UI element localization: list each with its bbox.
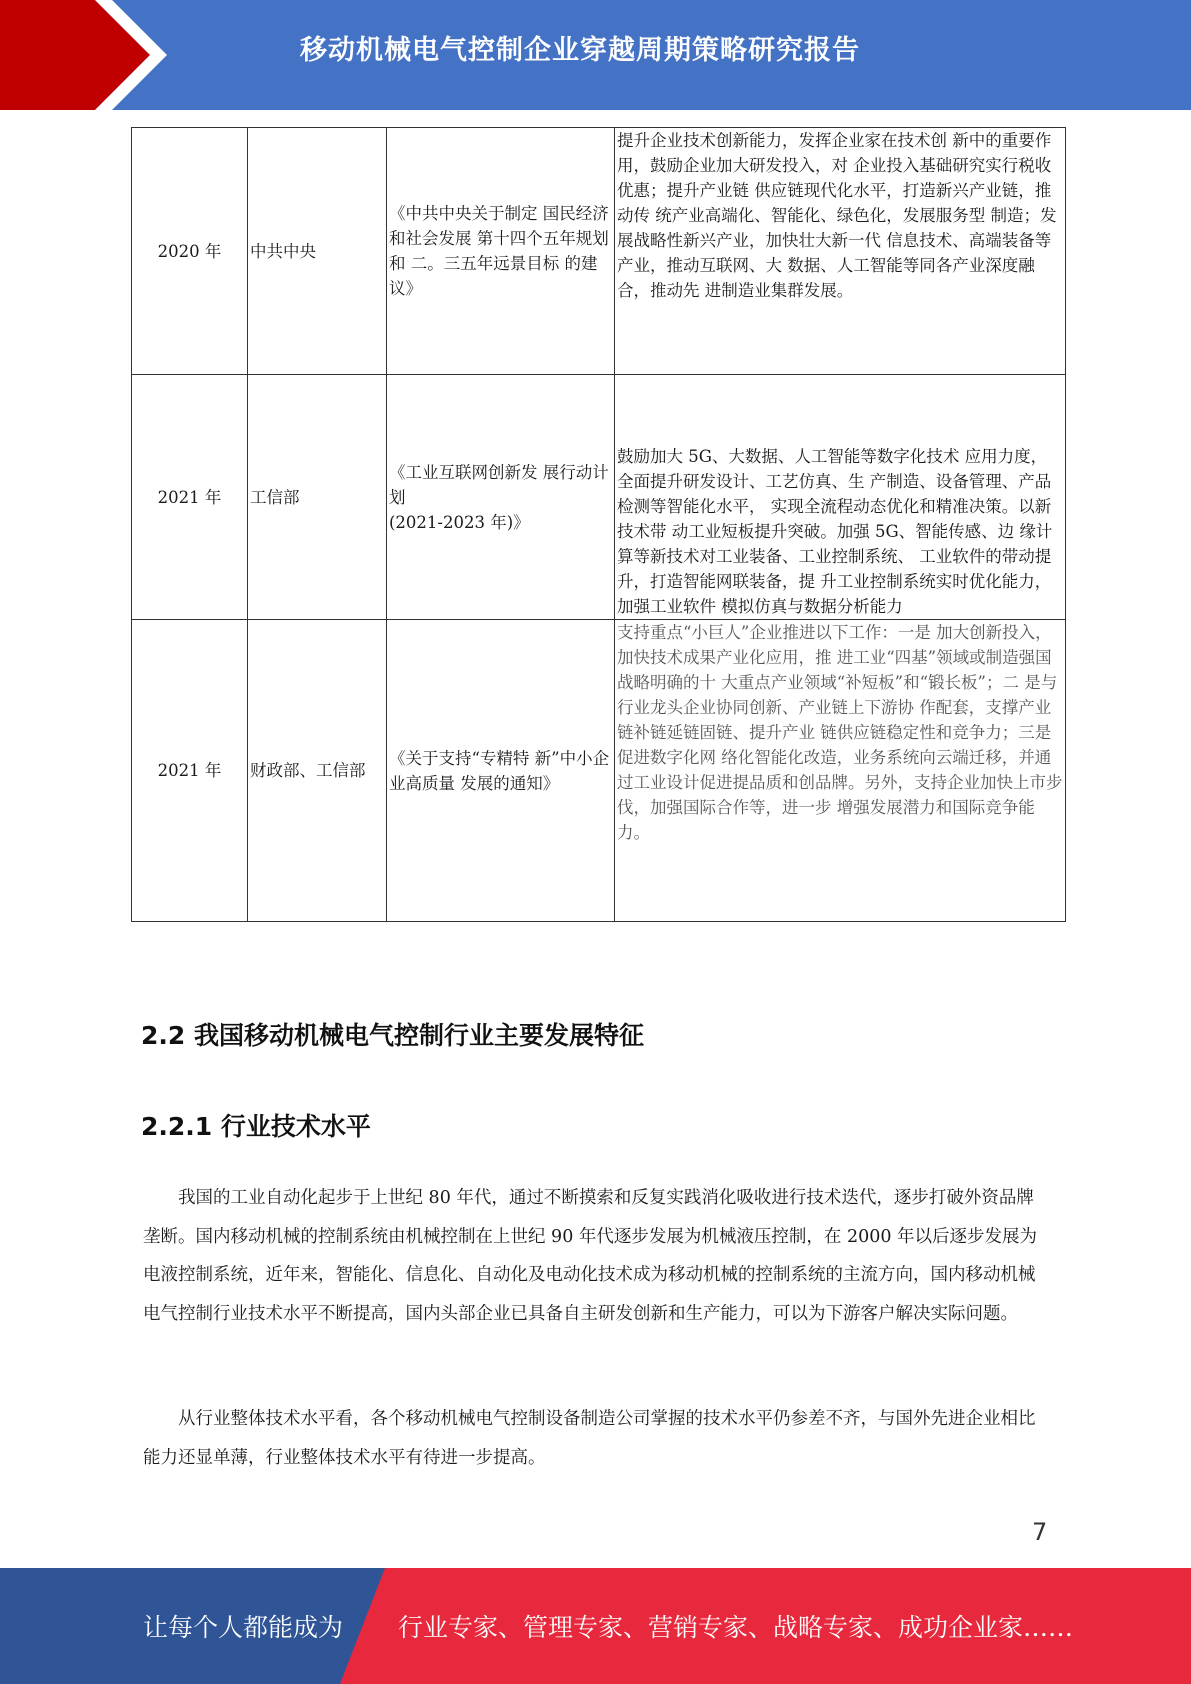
department-cell: 财政部、工信部 [248, 620, 387, 922]
policy-table [131, 127, 1066, 922]
document-line: (2021-2023 年)》 [389, 512, 530, 532]
subsection-heading: 2.2.1 行业技术水平 [141, 1112, 371, 1141]
department-cell: 中共中央 [248, 128, 387, 375]
department-cell: 工信部 [248, 375, 387, 620]
footer-slogan-left: 让每个人都能成为 [143, 1613, 344, 1642]
year-cell: 2021 年 [132, 620, 248, 922]
table-row [132, 375, 1066, 620]
document-line: 《工业互联网创新发 展行动计划 [389, 462, 609, 507]
table-row [132, 620, 1066, 922]
page-footer [0, 1568, 1191, 1684]
footer-slogan-right: 行业专家、管理专家、营销专家、战略专家、成功企业家…… [398, 1613, 1074, 1642]
content-cell: 鼓励加大 5G、大数据、人工智能等数字化技术 应用力度，全面提升研发设计、工艺仿真、生 产制造、设备管理、产品检测等智能化水平， 实现全流程动态优化和精准决策。以新技术带 动工业短板提升突破。加强 5G、智能传感、边 缘计算等新技术对工业装备、工业控制系统、 工业软件的带动提升，打造智能网联装备，提 升工业控制系统实时优化能力，加强工业软件 模拟仿真与数据分析能力 [615, 375, 1066, 620]
document-cell [387, 375, 615, 620]
body-paragraph: 从行业整体技术水平看，各个移动机械电气控制设备制造公司掌握的技术水平仍参差不齐，与国外先进企业相比能力还显单薄，行业整体技术水平有待进一步提高。 [143, 1409, 1036, 1468]
body-paragraph: 我国的工业自动化起步于上世纪 80 年代，通过不断摸索和反复实践消化吸收进行技术迭代，逐步打破外资品牌垄断。国内移动机械的控制系统由机械控制在上世纪 90 年代逐步发展为机械液压控制，在 2000 年以后逐步发展为电液控制系统，近年来，智能化、信息化、自动化及电动化技术成为移动机械的控制系统的主流方向，国内移动机械电气控制行业技术水平不断提高，国内头部企业已具备自主研发创新和生产能力，可以为下游客户解决实际问题。 [143, 1188, 1038, 1324]
section-heading: 2.2 我国移动机械电气控制行业主要发展特征 [141, 1021, 644, 1050]
page-number: 7 [1032, 1518, 1048, 1546]
year-cell: 2020 年 [132, 128, 248, 375]
document-cell: 《中共中央关于制定 国民经济和社会发展 第十四个五年规划和 二。三五年远景目标 的建议》 [387, 128, 615, 375]
header-title: 移动机械电气控制企业穿越周期策略研究报告 [300, 35, 860, 66]
content-cell: 支持重点“小巨人”企业推进以下工作：一是 加大创新投入，加快技术成果产业化应用，推 进工业“四基”领域或制造强国战略明确的十 大重点产业领域“补短板”和“锻长板”；二 是与行业龙头企业协同创新、产业链上下游协 作配套，支撑产业链补链延链固链、提升产业 链供应链稳定性和竞争力；三是促进数字化网 络化智能化改造，业务系统向云端迁移，并通 过工业设计促进提品质和创品牌。另外，支持企业加快上市步伐，加强国际合作等，进一步 增强发展潜力和国际竞争能力。 [615, 620, 1066, 922]
table-row [132, 128, 1066, 375]
year-cell: 2021 年 [132, 375, 248, 620]
content-cell: 提升企业技术创新能力，发挥企业家在技术创 新中的重要作用，鼓励企业加大研发投入，对 企业投入基础研究实行税收优惠；提升产业链 供应链现代化水平，打造新兴产业链，推动传 统产业高端化、智能化、绿色化，发展服务型 制造；发展战略性新兴产业，加快壮大新一代 信息技术、高端装备等产业，推动互联网、大 数据、人工智能等同各产业深度融合，推动先 进制造业集群发展。 [615, 128, 1066, 375]
page-header [0, 0, 1191, 110]
document-cell: 《关于支持“专精特 新”中小企业高质量 发展的通知》 [387, 620, 615, 922]
